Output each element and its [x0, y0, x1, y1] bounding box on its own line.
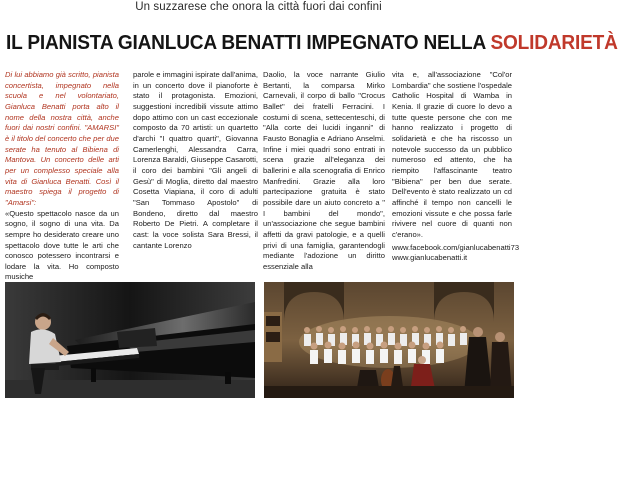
- article-column-2: [133, 70, 258, 251]
- concert-photo: [264, 282, 514, 398]
- article-headline: [6, 31, 618, 55]
- article-links: [392, 242, 520, 264]
- facebook-link[interactable]: www.facebook.com/gianlucabenatti73: [392, 242, 520, 252]
- article-column-1: [5, 70, 119, 283]
- headline-accent: SOLIDARIETÀ: [490, 31, 618, 54]
- article-body-col2: parole e immagini ispirate dall'anima, in un concerto dove il pianoforte è stato il protagonista. Emozioni, suggestioni incredibili vissute attimo dopo attimo con un cast eccezionale composto da 70 artisti: un quartetto d'archi "I quattro quarti", Giovanna Camerlenghi, Alessandra Carra, Lorenza Baraldi, Giuseppe Casarotti, il coro dei bambini "Gli angeli di Gesù" di Moglia, diretto dal maestro Cosetta Viapiana, il coro di adulti "San Tommaso Apostolo" di Bondeno, diretto dal maestro Roberto De Pietri. A completare il cast: la voce solista Sara Bressi, il cantante Lorenzo: [133, 70, 258, 250]
- article-column-4: [392, 70, 520, 264]
- pianist-image: [5, 282, 255, 398]
- article-body-col4: vita e, all'associazione "Col'or Lombardia" che sostiene l'ospedale Catholic Hospital di Wamba in Kenia. Il grazie di cuore lo devo a tutte queste persone che con me hanno realizzato i progetto di solidarietà e che ha riscosso un notevole successo da un pubblico numeroso ed attento, che ha riempito l'affascinante teatro "Bibiena" per ben due serate. Dell'evento è stato realizzato un cd affinché il tempo non cancelli le emozioni vissute e che possa farle rivivere nel cuore di quanti non c'erano».: [392, 70, 512, 239]
- article-column-3: [263, 70, 385, 272]
- concert-image: [264, 282, 514, 398]
- website-link[interactable]: www.gianlucabenatti.it: [392, 253, 468, 263]
- article-body-col3: Daolio, la voce narrante Giulio Bertanti, la comparsa Mirko Carnevali, il corpo di ballo "Crocus Ballet" dei fratelli Ferracini. I costumi di scena, settecenteschi, di "Alla corte dei lucidi inganni" di Fausto Bonaglia e Adriano Anselmi. Infine i miei quadri sono entrati in scena grazie all'eleganza dei ballerini e alla scenografia di Enrico Manfredini. Grazie alla loro partecipazione gratuita è stato possibile dare un aiuto concreto a " I bambini del mondo", un'associazione che segue bambini affetti da gravi patologie, e a quelli privi di una famiglia, garantendogli mediante l'adozione un diritto essenziale alla: [263, 70, 385, 271]
- article-lead: Di lui abbiamo già scritto, pianista concertista, impegnato nella scuola e nel volontariato, Gianluca Benatti porta alto il nome della nostra città, anche fuori dai nostri confini. "AMARSI" è il titolo del concerto che per due serate ha tenuto al Bibiena di Mantova. Un concerto delle arti per un complesso speciale alla vita di Gianluca Benatti. Così il maestro spiega il progetto di "Amarsi":: [5, 70, 119, 207]
- article-kicker: Un suzzarese che onora la città fuori dai confini: [135, 1, 382, 13]
- pianist-photo: [5, 282, 255, 398]
- article-body-col1: «Questo spettacolo nasce da un sogno, il sogno di una vita. Da sempre ho desiderato creare uno spettacolo dove tutte le arti che conosco potessero incontrarsi e lodare la vita. Ho composto musiche: [5, 208, 119, 282]
- headline-main: IL PIANISTA GIANLUCA BENATTI IMPEGNATO NELLA: [6, 31, 491, 54]
